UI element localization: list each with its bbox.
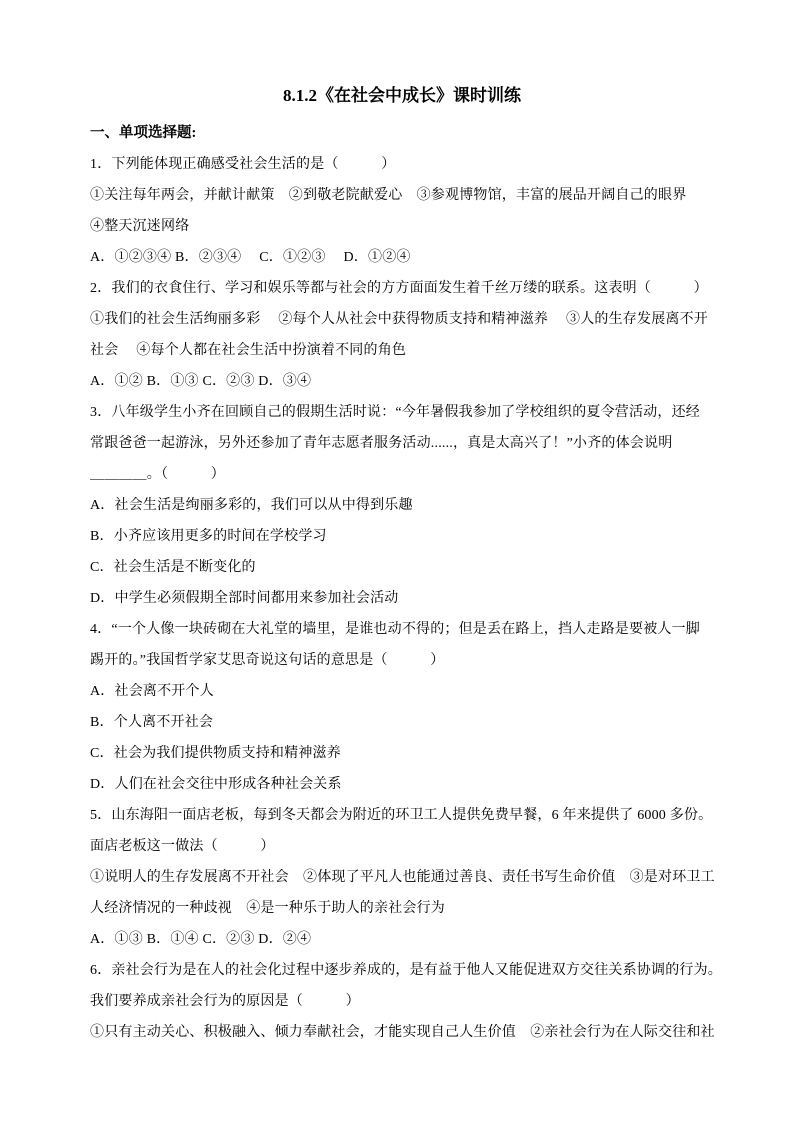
question-1-line: 1．下列能体现正确感受社会生活的是（ ） — [90, 157, 396, 172]
section-heading: 一、单项选择题: — [90, 125, 197, 141]
question-2-line: 2．我们的衣食住行、学习和娱乐等都与社会的方方面面发生着千丝万缕的联系。这表明（ ） — [90, 281, 708, 296]
question-4-line: D．人们在社会交往中形成各种社会关系 — [90, 777, 342, 792]
question-5-line: ①说明人的生存发展离不开社会 ②体现了平凡人也能通过善良、责任书写生命价值 ③是对环卫工 — [90, 870, 715, 885]
question-4-line: A．社会离不开个人 — [90, 684, 214, 699]
question-3-line: D．中学生必须假期全部时间都用来参加社会活动 — [90, 591, 399, 606]
question-2-line: 社会 ④每个人都在社会生活中扮演着不同的角色 — [90, 343, 407, 358]
question-1-line: ①关注每年两会，并献计献策 ②到敬老院献爱心 ③参观博物馆，丰富的展品开阔自己的眼界 — [90, 188, 687, 203]
question-6-line: 6．亲社会行为是在人的社会化过程中逐步养成的，是有益于他人又能促进双方交往关系协调的行为。 — [90, 963, 722, 978]
question-6-line: 我们要养成亲社会行为的原因是（ ） — [90, 994, 360, 1009]
document-title: 8.1.2《在社会中成长》课时训练 — [283, 86, 521, 105]
question-3-line: B．小齐应该用更多的时间在学校学习 — [90, 529, 327, 544]
question-4-line: 4．“一个人像一块砖砌在大礼堂的墙里，是谁也动不得的；但是丢在路上，挡人走路是要被人一脚 — [90, 622, 701, 637]
question-5-line: A．①③ B．①④ C．②③ D．②④ — [90, 932, 312, 947]
questions-container — [90, 149, 722, 1048]
question-1-line: A．①②③④ B．②③④ C．①②③ D．①②④ — [90, 250, 411, 265]
question-3-line: ＿＿＿＿。（ ） — [90, 467, 225, 482]
question-4-line: 踢开的。”我国哲学家艾思奇说这句话的意思是（ ） — [90, 653, 445, 668]
question-1-line: ④整天沉迷网络 — [90, 219, 190, 234]
question-5-line: 5．山东海阳一面店老板，每到冬天都会为附近的环卫工人提供免费早餐，6 年来提供了 6000 多份。 — [90, 808, 713, 823]
question-6-line: ①只有主动关心、积极融入、倾力奉献社会，才能实现自己人生价值 ②亲社会行为在人际交往和社 — [90, 1025, 715, 1040]
question-3-line: A．社会生活是绚丽多彩的，我们可以从中得到乐趣 — [90, 498, 413, 513]
question-3-line: 常跟爸爸一起游泳，另外还参加了青年志愿者服务活动......，真是太高兴了！”小齐的体会说明 — [90, 436, 673, 451]
question-2-line: ①我们的社会生活绚丽多彩 ②每个人从社会中获得物质支持和精神滋养 ③人的生存发展离不开 — [90, 312, 708, 327]
question-3-line: 3．八年级学生小齐在回顾自己的假期生活时说：“今年暑假我参加了学校组织的夏令营活动，还经 — [90, 405, 701, 420]
question-3-line: C．社会生活是不断变化的 — [90, 560, 256, 575]
question-5-line: 人经济情况的一种歧视 ④是一种乐于助人的亲社会行为 — [90, 901, 445, 916]
question-5-line: 面店老板这一做法（ ） — [90, 839, 275, 854]
question-4-line: C．社会为我们提供物质支持和精神滋养 — [90, 746, 341, 761]
question-4-line: B．个人离不开社会 — [90, 715, 214, 730]
question-2-line: A．①② B．①③ C．②③ D．③④ — [90, 374, 312, 389]
